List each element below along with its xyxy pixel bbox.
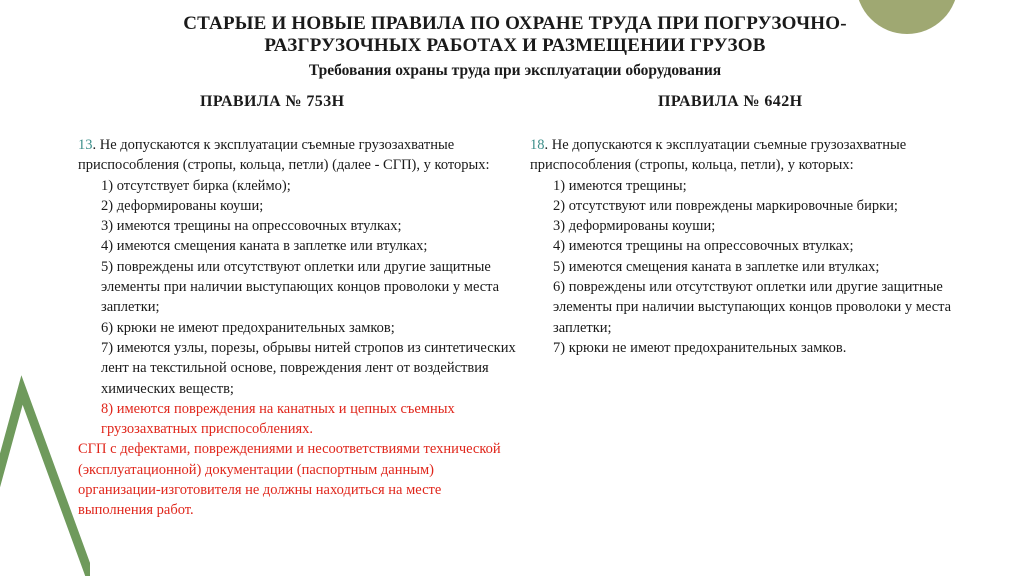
list-item: 5) повреждены или отсутствуют оплетки или другие защитные элементы при наличии выступающих концов проволоки у места заплетки;	[101, 258, 500, 316]
slide-title	[120, 13, 910, 57]
list-item: 6) повреждены или отсутствуют оплетки или другие защитные элементы при наличии выступающих концов проволоки у места заплетки;	[553, 279, 952, 336]
list-item: 1) имеются трещины;	[553, 177, 687, 194]
left-intro-text: . Не допускаются к эксплуатации съемные грузозахватные приспособления (стропы, кольца, петли) (далее - СГП), у которых:	[78, 137, 490, 174]
list-item: 2) отсутствуют или повреждены маркировочные бирки;	[553, 197, 898, 214]
list-item: 7) имеются узлы, порезы, обрывы нитей стропов из синтетических лент на текстильной основе, повреждения лент от воздействия химических веществ;	[101, 339, 516, 397]
left-column	[78, 135, 518, 521]
right-clause-number: 18	[530, 137, 545, 153]
list-item: 4) имеются трещины на опрессовочных втулках;	[553, 238, 854, 255]
list-item: 1) отсутствует бирка (клеймо);	[101, 177, 291, 194]
list-item: 3) деформированы коуши;	[553, 218, 716, 235]
list-item-new: 8) имеются повреждения на канатных и цепных съемных грузозахватных приспособлениях.	[101, 400, 455, 438]
right-intro	[530, 135, 970, 176]
left-clause-number: 13	[78, 137, 93, 153]
list-item: 4) имеются смещения каната в заплетке или втулках;	[101, 238, 428, 255]
list-item: 7) крюки не имеют предохранительных замков.	[553, 339, 847, 356]
decorative-triangle	[0, 360, 90, 576]
title-line-1: СТАРЫЕ И НОВЫЕ ПРАВИЛА ПО ОХРАНЕ ТРУДА ПРИ ПОГРУЗОЧНО-	[183, 13, 847, 34]
list-item: 2) деформированы коуши;	[101, 197, 264, 214]
list-item: 5) имеются смещения каната в заплетке или втулках;	[553, 258, 880, 275]
slide-subtitle: Требования охраны труда при эксплуатации оборудования	[308, 62, 722, 79]
list-item: 6) крюки не имеют предохранительных замков;	[101, 319, 395, 336]
new-requirement-note: СГП с дефектами, повреждениями и несоответствиями технической (эксплуатационной) документации (паспортным данным) организации-изготовителя не должны находиться на месте выполнения работ.	[78, 441, 501, 519]
right-intro-text: . Не допускаются к эксплуатации съемные грузозахватные приспособления (стропы, кольца, петли), у которых:	[530, 137, 907, 174]
left-intro	[78, 135, 518, 176]
title-line-2: РАЗГРУЗОЧНЫХ РАБОТАХ И РАЗМЕЩЕНИИ ГРУЗОВ	[264, 35, 766, 56]
left-column-heading: ПРАВИЛА № 753Н	[200, 93, 345, 110]
right-column-heading: ПРАВИЛА № 642Н	[658, 93, 803, 110]
list-item: 3) имеются трещины на опрессовочных втулках;	[101, 218, 402, 235]
right-column	[530, 135, 970, 358]
